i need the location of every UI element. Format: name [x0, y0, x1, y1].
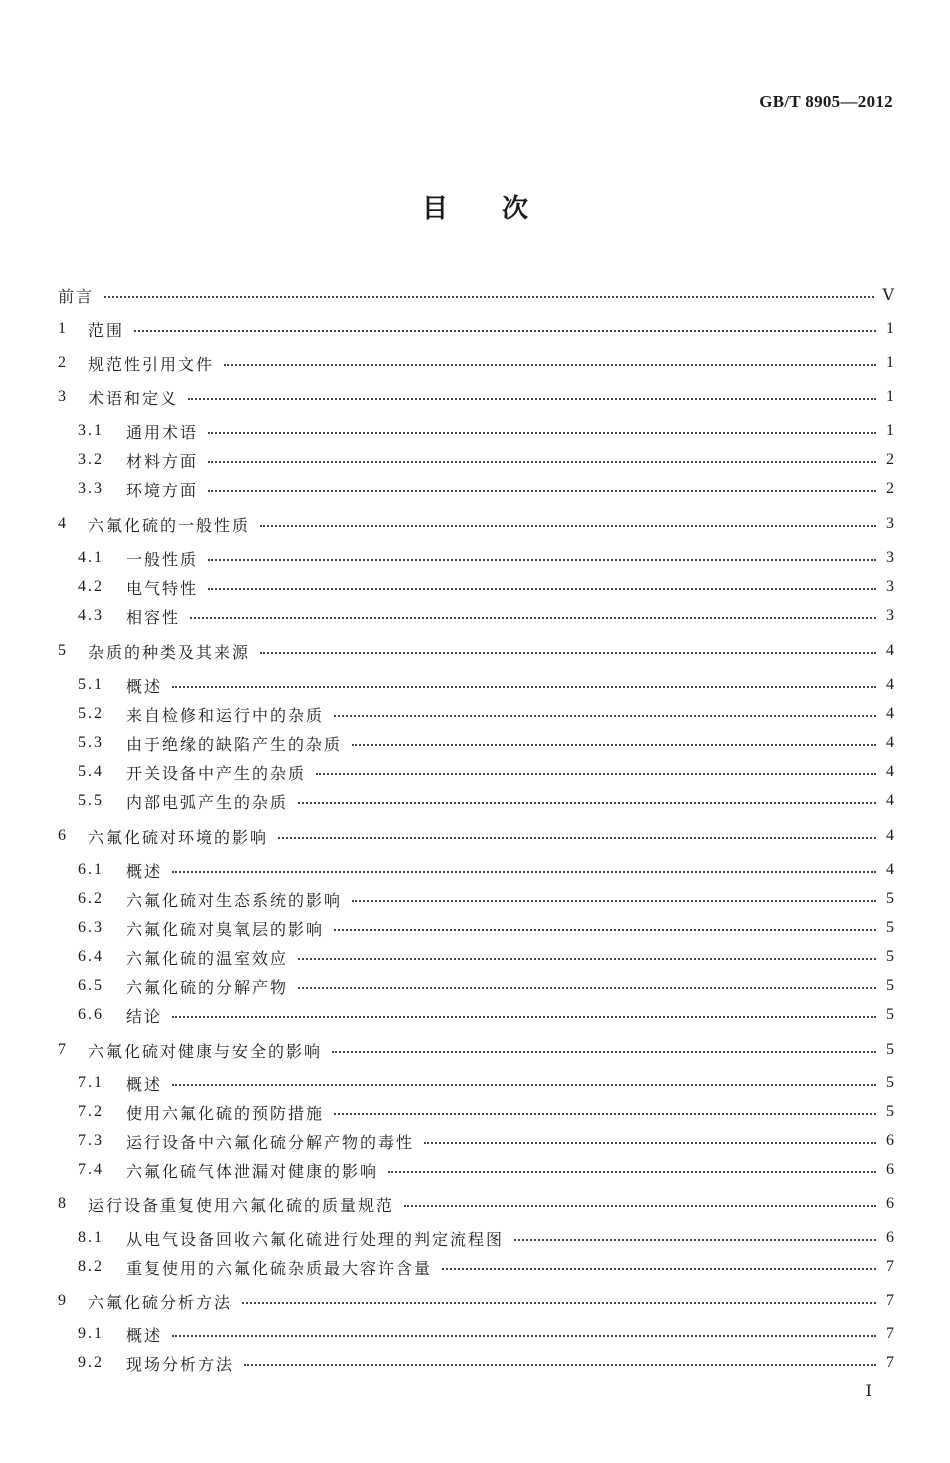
toc-entry-number: 5.1	[78, 676, 104, 693]
toc-entry[interactable]	[78, 701, 894, 727]
toc-dot-leader	[172, 871, 876, 873]
toc-entry-title: 相容性	[126, 607, 181, 627]
toc-dot-leader	[514, 1239, 876, 1241]
toc-dot-leader	[260, 525, 876, 527]
toc-entry[interactable]	[78, 1254, 894, 1280]
toc-entry-page: 4	[886, 861, 894, 878]
toc-entry-page: 5	[886, 1103, 894, 1120]
toc-entry-page: 3	[886, 578, 894, 595]
document-code: GB/T 8905—2012	[759, 92, 893, 111]
toc-entry[interactable]	[78, 788, 894, 814]
toc-entry-page: 3	[886, 515, 894, 532]
toc-entry-number: 9.1	[78, 1325, 104, 1342]
toc-dot-leader	[172, 1335, 876, 1337]
toc-entry-title: 来自检修和运行中的杂质	[126, 705, 325, 725]
toc-entry[interactable]	[78, 973, 894, 999]
toc-entry-title: 现场分析方法	[126, 1354, 235, 1374]
toc-entry-title: 六氟化硫对环境的影响	[88, 827, 269, 847]
toc-entry-page: 2	[886, 451, 894, 468]
toc-dot-leader	[172, 1084, 876, 1086]
toc-dot-leader	[316, 773, 876, 775]
toc-entry-title: 一般性质	[126, 549, 199, 569]
toc-dot-leader	[334, 715, 876, 717]
toc-entry-page: 4	[886, 827, 894, 844]
toc-entry-page: Ⅴ	[882, 287, 894, 304]
toc-entry-page: 7	[886, 1325, 894, 1342]
toc-entry-title: 概述	[126, 1074, 163, 1094]
toc-entry[interactable]	[78, 857, 894, 883]
toc-dot-leader	[278, 837, 876, 839]
toc-entry-page: 5	[886, 890, 894, 907]
toc-entry-title: 六氟化硫的分解产物	[126, 977, 289, 997]
toc-dot-leader	[208, 490, 876, 492]
toc-dot-leader	[260, 652, 876, 654]
toc-entry-title: 六氟化硫分析方法	[88, 1292, 233, 1312]
toc-entry[interactable]	[58, 316, 894, 342]
toc-entry-title: 使用六氟化硫的预防措施	[126, 1103, 325, 1123]
toc-dot-leader	[298, 987, 876, 989]
toc-entry[interactable]	[58, 823, 894, 849]
toc-entry-title: 概述	[126, 861, 163, 881]
toc-entry-page: 4	[886, 705, 894, 722]
toc-entry-number: 5.2	[78, 705, 104, 722]
toc-entry-number: 7.3	[78, 1132, 104, 1149]
toc-dot-leader	[208, 559, 876, 561]
toc-entry-number: 7	[58, 1041, 68, 1058]
toc-entry[interactable]	[58, 1037, 894, 1063]
toc-dot-leader	[352, 900, 876, 902]
toc-entry[interactable]	[78, 418, 894, 444]
toc-entry-title: 六氟化硫的温室效应	[126, 948, 289, 968]
toc-entry-title: 运行设备中六氟化硫分解产物的毒性	[126, 1132, 415, 1152]
toc-entry[interactable]	[78, 915, 894, 941]
toc-dot-leader	[404, 1205, 876, 1207]
toc-dot-leader	[334, 1113, 876, 1115]
toc-entry-title: 通用术语	[126, 422, 199, 442]
toc-entry[interactable]	[78, 1002, 894, 1028]
toc-dot-leader	[172, 1016, 876, 1018]
toc-entry-title: 概述	[126, 1325, 163, 1345]
toc-dot-leader	[208, 588, 876, 590]
toc-entry-number: 9.2	[78, 1354, 104, 1371]
toc-entry[interactable]	[58, 282, 894, 308]
toc-entry-page: 1	[886, 354, 894, 371]
toc-entry-number: 5.5	[78, 792, 104, 809]
toc-entry-title: 六氟化硫气体泄漏对健康的影响	[126, 1161, 379, 1181]
toc-entry-number: 6.2	[78, 890, 104, 907]
toc-entry[interactable]	[78, 886, 894, 912]
toc-entry-number: 3.1	[78, 422, 104, 439]
toc-entry-page: 3	[886, 549, 894, 566]
toc-entry-page: 1	[886, 388, 894, 405]
toc-entry[interactable]	[58, 511, 894, 537]
toc-entry-title: 概述	[126, 676, 163, 696]
toc-entry-number: 8	[58, 1195, 68, 1212]
toc-entry-page: 3	[886, 607, 894, 624]
toc-entry-title: 杂质的种类及其来源	[88, 642, 251, 662]
toc-entry-title: 运行设备重复使用六氟化硫的质量规范	[88, 1195, 395, 1215]
toc-dot-leader	[208, 461, 876, 463]
toc-entry-title: 六氟化硫对生态系统的影响	[126, 890, 343, 910]
toc-entry-number: 6.6	[78, 1006, 104, 1023]
toc-entry[interactable]	[58, 1288, 894, 1314]
toc-entry-title: 环境方面	[126, 480, 199, 500]
toc-entry-title: 由于绝缘的缺陷产生的杂质	[126, 734, 343, 754]
toc-entry[interactable]	[78, 1070, 894, 1096]
toc-entry-title: 开关设备中产生的杂质	[126, 763, 307, 783]
toc-entry-title: 重复使用的六氟化硫杂质最大容许含量	[126, 1258, 433, 1278]
toc-entry[interactable]	[58, 638, 894, 664]
toc-entry-title: 材料方面	[126, 451, 199, 471]
toc-dot-leader	[334, 929, 876, 931]
toc-entry-number: 6.5	[78, 977, 104, 994]
toc-entry-title: 范围	[88, 320, 125, 340]
toc-entry-page: 5	[886, 1074, 894, 1091]
toc-entry-title: 术语和定义	[88, 388, 179, 408]
toc-entry-number: 6.4	[78, 948, 104, 965]
toc-entry[interactable]	[78, 1225, 894, 1251]
toc-entry[interactable]	[58, 384, 894, 410]
toc-entry-title: 规范性引用文件	[88, 354, 215, 374]
toc-dot-leader	[298, 802, 876, 804]
toc-entry-page: 1	[886, 422, 894, 439]
toc-entry-number: 5.3	[78, 734, 104, 751]
toc-entry[interactable]	[78, 672, 894, 698]
toc-entry-number: 4	[58, 515, 68, 532]
toc-entry-title: 六氟化硫对健康与安全的影响	[88, 1041, 323, 1061]
toc-entry[interactable]	[78, 1157, 894, 1183]
toc-entry-number: 5	[58, 642, 68, 659]
toc-entry-number: 8.2	[78, 1258, 104, 1275]
toc-entry[interactable]	[78, 944, 894, 970]
toc-entry-number: 3.2	[78, 451, 104, 468]
toc-entry-number: 3	[58, 388, 68, 405]
toc-entry[interactable]	[78, 545, 894, 571]
toc-entry[interactable]	[78, 759, 894, 785]
toc-entry-page: 5	[886, 1006, 894, 1023]
toc-entry-number: 6.3	[78, 919, 104, 936]
toc-entry-page: 1	[886, 320, 894, 337]
toc-entry-page: 4	[886, 676, 894, 693]
toc-entry[interactable]	[58, 350, 894, 376]
toc-entry-number: 4.3	[78, 607, 104, 624]
toc-entry-page: 6	[886, 1195, 894, 1212]
toc-entry-number: 5.4	[78, 763, 104, 780]
toc-dot-leader	[242, 1302, 876, 1304]
toc-entry-page: 7	[886, 1258, 894, 1275]
toc-entry[interactable]	[78, 574, 894, 600]
toc-entry[interactable]	[78, 476, 894, 502]
toc-entry-title: 从电气设备回收六氟化硫进行处理的判定流程图	[126, 1229, 505, 1249]
toc-entry-title: 六氟化硫的一般性质	[88, 515, 251, 535]
toc-entry-page: 6	[886, 1161, 894, 1178]
toc-dot-leader	[190, 617, 876, 619]
toc-entry[interactable]	[78, 1321, 894, 1347]
toc-entry-page: 5	[886, 1041, 894, 1058]
toc-entry-page: 2	[886, 480, 894, 497]
toc-entry-number: 7.4	[78, 1161, 104, 1178]
toc-entry-title: 结论	[126, 1006, 163, 1026]
toc-entry-title: 内部电弧产生的杂质	[126, 792, 289, 812]
toc-dot-leader	[298, 958, 876, 960]
toc-entry-number: 2	[58, 354, 68, 371]
toc-dot-leader	[388, 1171, 876, 1173]
toc-entry-page: 6	[886, 1229, 894, 1246]
toc-entry-page: 7	[886, 1354, 894, 1371]
toc-entry-page: 5	[886, 977, 894, 994]
toc-entry-number: 7.1	[78, 1074, 104, 1091]
toc-entry-number: 4.1	[78, 549, 104, 566]
toc-entry-number: 6.1	[78, 861, 104, 878]
toc-dot-leader	[244, 1364, 876, 1366]
toc-dot-leader	[442, 1268, 876, 1270]
toc-entry-page: 4	[886, 642, 894, 659]
page-title: 目次	[421, 194, 582, 224]
toc-dot-leader	[172, 686, 876, 688]
toc-entry-page: 6	[886, 1132, 894, 1149]
toc-dot-leader	[104, 296, 874, 298]
toc-entry-page: 5	[886, 948, 894, 965]
toc-entry-title: 前言	[58, 286, 95, 306]
toc-entry-title: 电气特性	[126, 578, 199, 598]
toc-entry-page: 4	[886, 763, 894, 780]
toc-entry[interactable]	[58, 1191, 894, 1217]
toc-entry-number: 1	[58, 320, 68, 337]
toc-entry[interactable]	[78, 603, 894, 629]
toc-entry-page: 4	[886, 734, 894, 751]
toc-dot-leader	[224, 364, 876, 366]
toc-entry-number: 6	[58, 827, 68, 844]
toc-entry-number: 7.2	[78, 1103, 104, 1120]
toc-entry[interactable]	[78, 730, 894, 756]
toc-entry-title: 六氟化硫对臭氧层的影响	[126, 919, 325, 939]
toc-entry[interactable]	[78, 1099, 894, 1125]
toc-entry-number: 9	[58, 1292, 68, 1309]
toc-dot-leader	[208, 432, 876, 434]
toc-dot-leader	[332, 1051, 876, 1053]
page-number: Ⅰ	[865, 1383, 872, 1400]
toc-dot-leader	[188, 398, 876, 400]
toc-entry-page: 7	[886, 1292, 894, 1309]
toc-entry[interactable]	[78, 447, 894, 473]
toc-dot-leader	[424, 1142, 876, 1144]
toc-entry-page: 5	[886, 919, 894, 936]
toc-entry-page: 4	[886, 792, 894, 809]
toc-entry[interactable]	[78, 1350, 894, 1376]
toc-entry-number: 3.3	[78, 480, 104, 497]
toc-dot-leader	[352, 744, 876, 746]
toc-entry[interactable]	[78, 1128, 894, 1154]
toc-entry-number: 4.2	[78, 578, 104, 595]
toc-dot-leader	[134, 330, 876, 332]
toc-entry-number: 8.1	[78, 1229, 104, 1246]
